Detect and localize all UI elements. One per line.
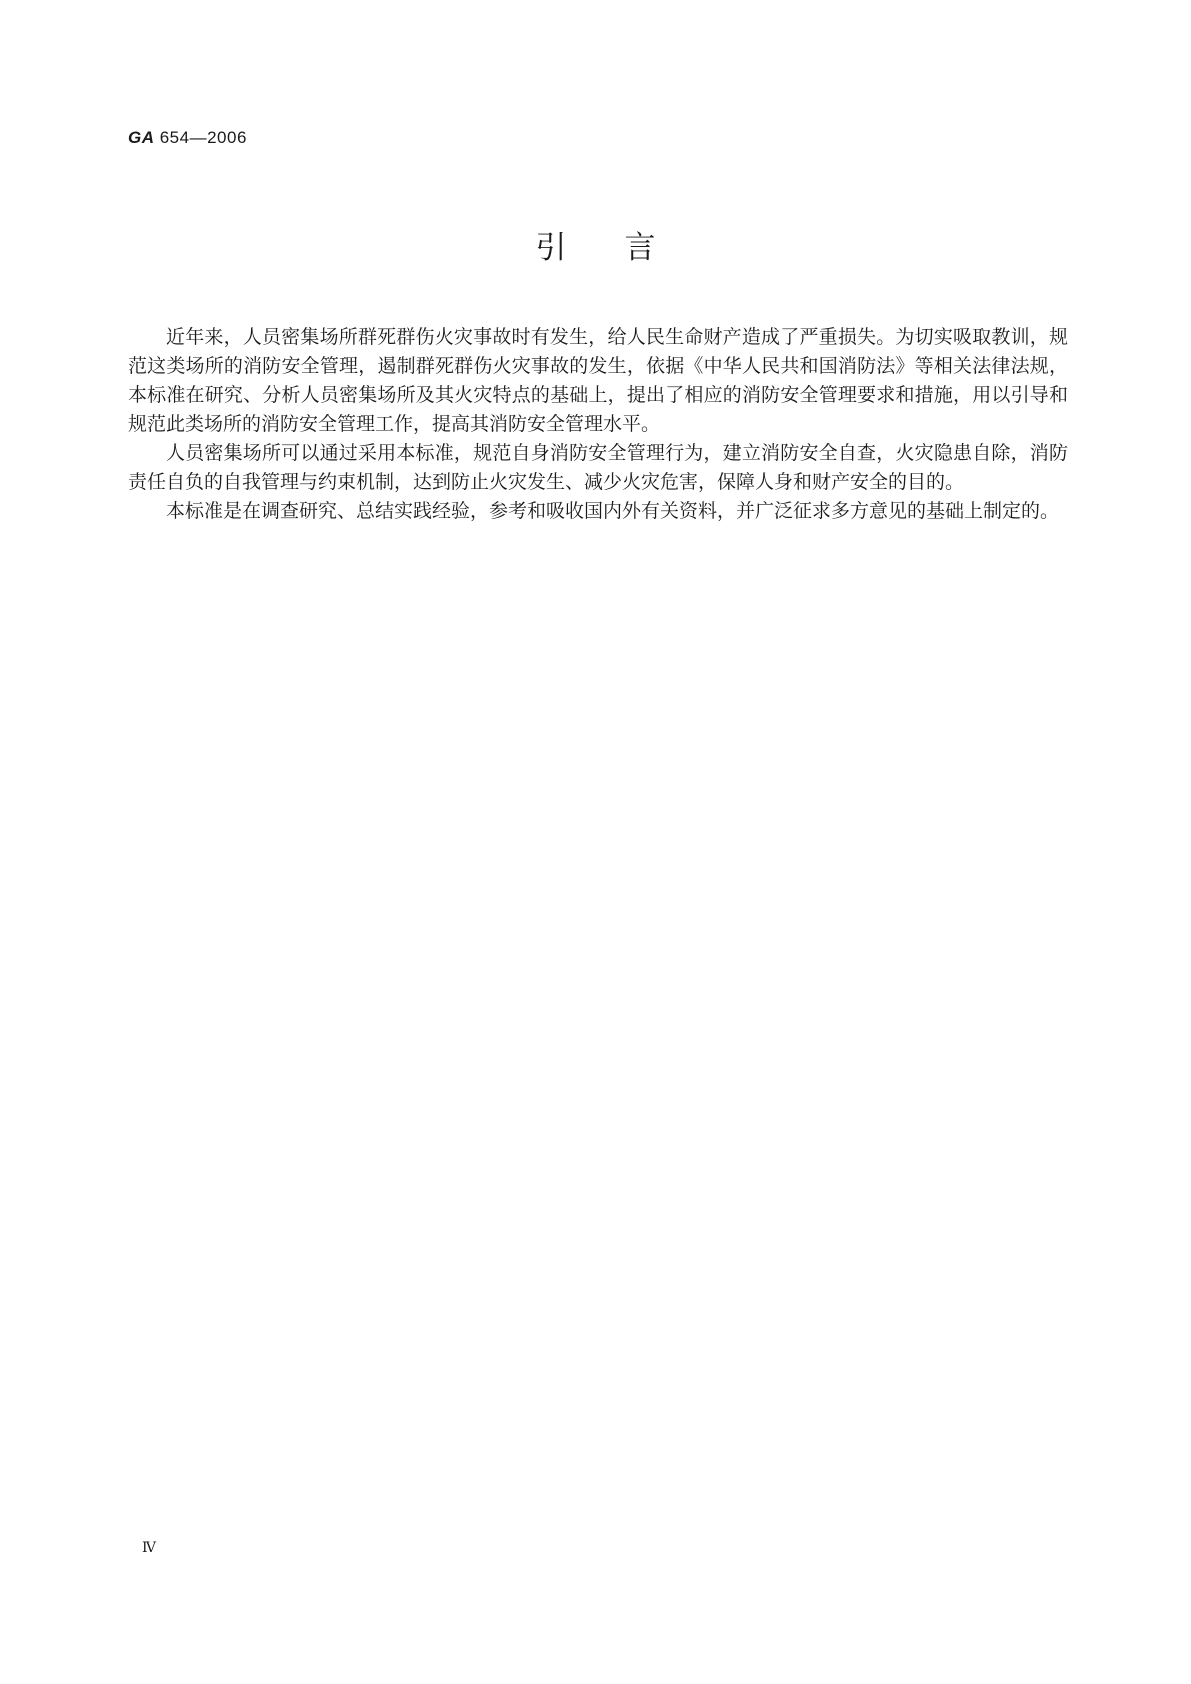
page-number: Ⅳ	[142, 1540, 156, 1556]
standard-code-prefix: GA	[128, 128, 155, 147]
introduction-body	[128, 323, 1068, 526]
paragraph-2: 人员密集场所可以通过采用本标准，规范自身消防安全管理行为，建立消防安全自查，火灾隐患自除，消防责任自负的自我管理与约束机制，达到防止火灾发生、减少火灾危害，保障人身和财产安全的目的。	[128, 442, 1068, 493]
page-title: 引言	[535, 230, 714, 266]
standard-code-number: 654—2006	[154, 128, 247, 147]
paragraph-1: 近年来，人员密集场所群死群伤火灾事故时有发生，给人民生命财产造成了严重损失。为切实吸取教训，规范这类场所的消防安全管理，遏制群死群伤火灾事故的发生，依据《中华人民共和国消防法》等相关法律法规，本标准在研究、分析人员密集场所及其火灾特点的基础上，提出了相应的消防安全管理要求和措施，用以引导和规范此类场所的消防安全管理工作，提高其消防安全管理水平。	[128, 326, 1068, 435]
paragraph-3: 本标准是在调查研究、总结实践经验，参考和吸收国内外有关资料，并广泛征求多方意见的基础上制定的。	[166, 500, 1060, 522]
standard-code	[128, 128, 247, 148]
